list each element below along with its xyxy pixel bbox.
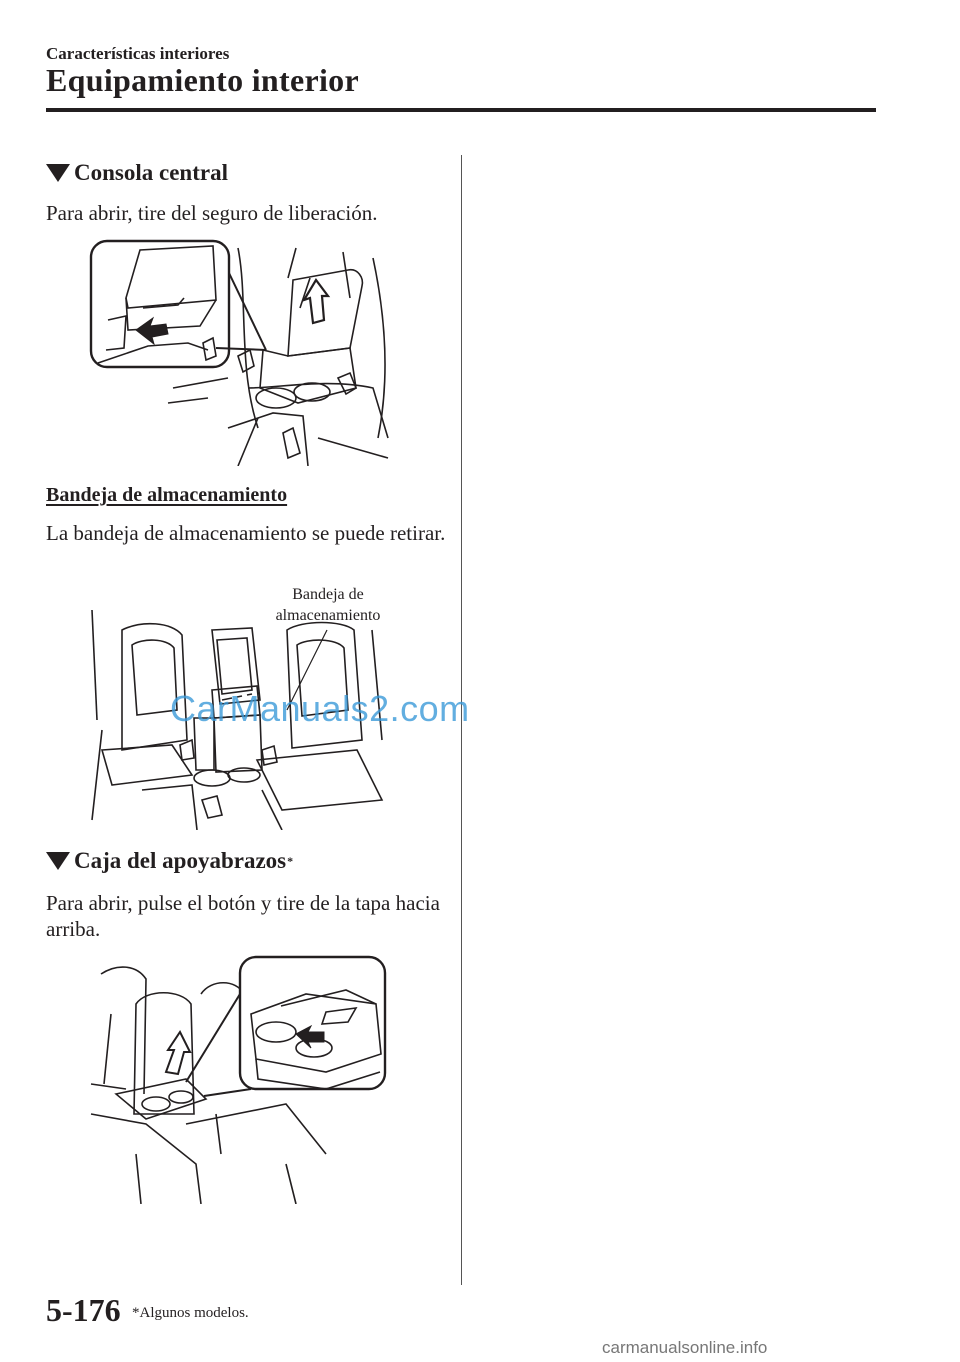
armrest-heading	[46, 848, 293, 874]
tray-callout-line1: Bandeja de	[292, 586, 364, 603]
console-heading-text: Consola central	[74, 160, 228, 185]
armrest-figure	[86, 954, 388, 1204]
triangle-bullet-icon	[46, 852, 70, 870]
tray-text: La bandeja de almacenamiento se puede retirar.	[46, 521, 446, 545]
console-figure	[88, 238, 408, 466]
watermark-text: CarManuals2.com	[170, 688, 470, 729]
armrest-text: Para abrir, pulse el botón y tire de la tapa hacia arriba.	[46, 891, 440, 941]
console-heading	[46, 160, 228, 186]
console-text: Para abrir, tire del seguro de liberación.	[46, 201, 378, 225]
armrest-asterisk: *	[287, 853, 294, 868]
footer-site-text: carmanualsonline.info	[602, 1338, 768, 1357]
tray-subheading: Bandeja de almacenamiento	[46, 484, 288, 506]
tray-callout-line2: almacenamiento	[275, 607, 381, 624]
page-title: Equipamiento interior	[46, 62, 359, 98]
armrest-heading-text: Caja del apoyabrazos	[74, 848, 287, 873]
header-rule	[46, 108, 876, 112]
page-number: 5-176	[46, 1292, 121, 1328]
footnote: *Algunos modelos.	[132, 1305, 249, 1321]
triangle-bullet-icon	[46, 164, 70, 182]
chapter-label: Características interiores	[46, 44, 230, 63]
armrest-illustration	[86, 954, 388, 1204]
console-illustration	[88, 238, 408, 466]
